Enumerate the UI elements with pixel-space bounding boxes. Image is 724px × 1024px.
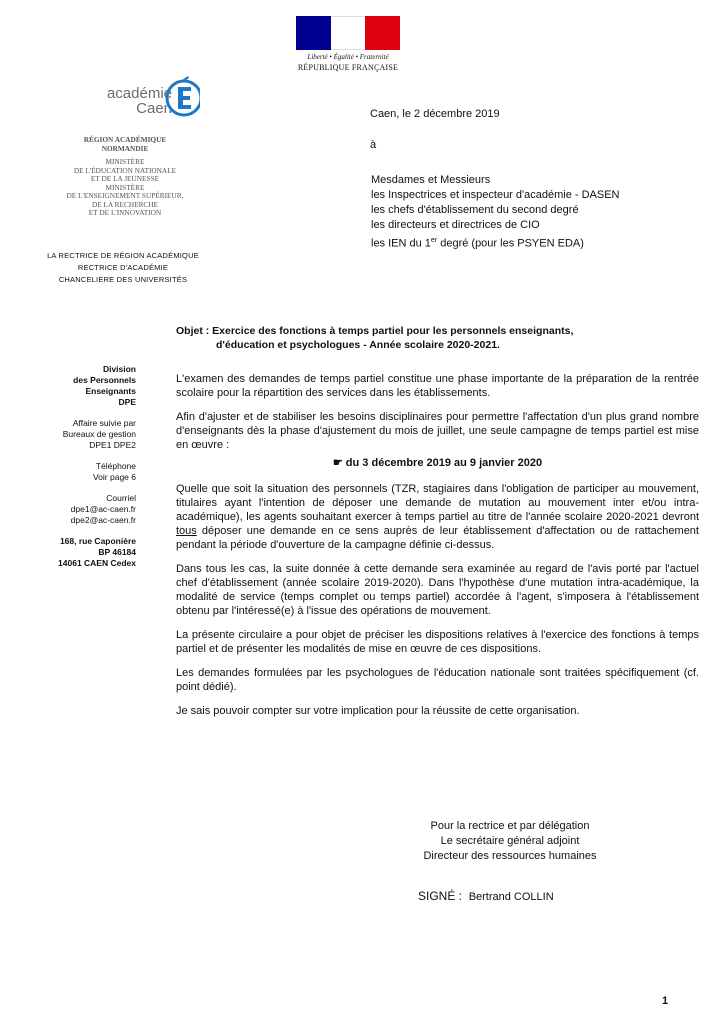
signed-line: SIGNÉ : Bertrand COLLIN xyxy=(418,889,554,903)
signature-block: Pour la rectrice et par délégation Le secrétaire général adjoint Directeur des ressources humaines xyxy=(423,820,597,862)
ministry1-line3: ET DE LA JEUNESSE xyxy=(90,174,160,183)
academie-caen-logo xyxy=(40,74,200,234)
page-number: 1 xyxy=(662,995,669,1007)
sender-sidebar xyxy=(50,364,136,579)
courriel-block: Courriel dpe1@ac-caen.fr dpe2@ac-caen.fr xyxy=(50,493,136,526)
ministry2-line3: DE LA RECHERCHE xyxy=(91,199,159,209)
letter-to: à xyxy=(370,139,377,151)
region-name: NORMANDIE xyxy=(101,143,149,153)
body-paragraph-7: Je sais pouvoir compter sur votre implication pour la réussite de cette organisation. xyxy=(176,705,580,717)
rectrice-block xyxy=(38,250,208,286)
object-line1: Objet : Exercice des fonctions à temps partiel pour les personnels enseignants, xyxy=(176,325,574,337)
rectrice-line3: CHANCELIERE DES UNIVERSITÉS xyxy=(58,275,188,284)
body-paragraph-6: Les demandes formulées par les psychologues de l'éducation nationale sont traitées spécifiquement (cf. point dédié). xyxy=(176,667,699,693)
recipient-line: les directeurs et directrices de CIO xyxy=(371,219,540,231)
region-label: RÉGION ACADÉMIQUE xyxy=(83,135,167,144)
telephone-block: Téléphone Voir page 6 xyxy=(92,461,136,482)
ministry2-line1: MINISTÈRE xyxy=(105,182,145,192)
caen-word: Caen xyxy=(136,100,172,117)
rectrice-line2: RECTRICE D'ACADÉMIE xyxy=(77,263,169,272)
letter-object xyxy=(176,324,696,352)
division-block: Division des Personnels Enseignants DPE xyxy=(73,364,136,407)
object-line2: d'éducation et psychologues - Année scolaire 2020-2021. xyxy=(216,339,500,351)
affaire-block: Affaire suivie par Bureaux de gestion DPE1 DPE2 xyxy=(62,418,136,450)
rectrice-line1: LA RECTRICE DE RÉGION ACADÉMIQUE xyxy=(47,251,199,260)
ministry2-line4: ET DE L'INNOVATION xyxy=(88,208,162,217)
recipient-line: les chefs d'établissement du second degré xyxy=(371,204,579,216)
campaign-dates: ☛ du 3 décembre 2019 au 9 janvier 2020 xyxy=(332,457,543,469)
letter-date: Caen, le 2 décembre 2019 xyxy=(370,108,500,120)
academie-word: académie xyxy=(106,85,172,102)
address-block: 168, rue Caponière BP 46184 14061 CAEN Cedex xyxy=(58,536,136,568)
recipient-line: les IEN du 1er degré (pour les PSYEN EDA) xyxy=(371,237,584,250)
recipient-line: les Inspectrices et inspecteur d'académie - DASEN xyxy=(371,189,620,201)
academie-e-icon xyxy=(164,74,200,118)
ministry1-line1: MINISTÈRE xyxy=(105,157,145,166)
marianne-flag-icon xyxy=(296,16,400,50)
rf-motto: Liberté • Égalité • Fraternité xyxy=(307,53,389,61)
republique-francaise-logo xyxy=(296,16,400,78)
recipients-block xyxy=(371,173,620,252)
recipient-line: Mesdames et Messieurs xyxy=(371,174,491,186)
ministry2-line2: DE L'ENSEIGNEMENT SUPÉRIEUR, xyxy=(66,191,184,200)
signatory-name: Bertrand COLLIN xyxy=(468,891,554,903)
rf-name: RÉPUBLIQUE FRANÇAISE xyxy=(297,63,399,72)
body-paragraph-5: La présente circulaire a pour objet de préciser les dispositions relatives à l'exercice des fonctions à temps partiel et de présenter les modalités de mise en œuvre de ces dispositions. xyxy=(176,629,699,655)
body-paragraph-1: L'examen des demandes de temps partiel constitue une phase importante de la préparation de la rentrée scolaire pour la répartition des services dans les établissements. xyxy=(176,373,699,399)
letter-body xyxy=(176,372,699,728)
email-dpe1[interactable]: dpe1@ac-caen.fr xyxy=(70,504,136,514)
email-dpe2[interactable]: dpe2@ac-caen.fr xyxy=(70,515,136,525)
body-paragraph-3: Quelle que soit la situation des personnels (TZR, stagiaires dans l'obligation de participer au mouvement, titulaires ayant l'intention de déposer une demande de mutation au mouvement inter et/ou intra-académique), les agents souhaitant exercer à temps partiel au titre de l'année scolaire 2020-2021 devront tous déposer une demande en ce sens auprès de leur établissement d'affectation ou de rattachement pendant la période d'ouverture de la campagne définie ci-dessus. xyxy=(176,483,699,551)
body-paragraph-2: Afin d'ajuster et de stabiliser les besoins disciplinaires pour permettre l'affectation d'un plus grand nombre d'enseignants dès la phase d'ajustement du mois de juillet, une seule campagne de temps partiel est mise en œuvre : xyxy=(176,411,699,451)
body-paragraph-4: Dans tous les cas, la suite donnée à cette demande sera examinée au regard de l'avis porté par l'actuel chef d'établissement (année scolaire 2019-2020). Dans l'hypothèse d'une mutation intra-académique, la modalité de service (temps complet ou temps partiel) accordée à l'agent, s'imposera à l'établissement obtenu par l'intéressé(e) à l'issue des opérations de mouvement. xyxy=(176,563,699,617)
ministry1-line2: DE L'ÉDUCATION NATIONALE xyxy=(73,165,177,175)
